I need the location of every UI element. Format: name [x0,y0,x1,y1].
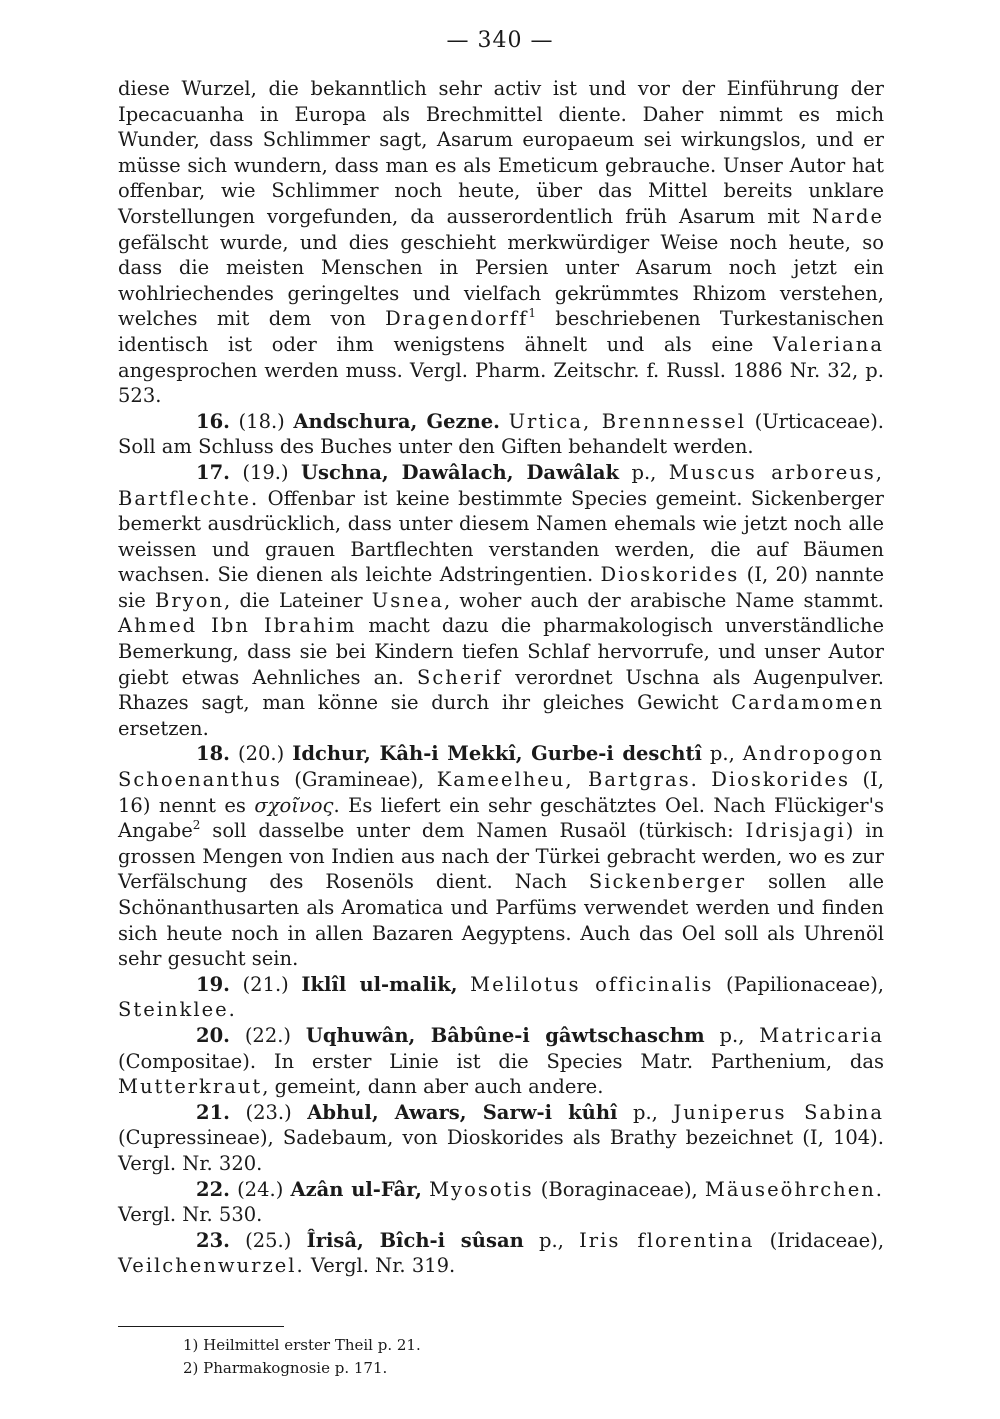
spaced-term: Scherif [417,665,503,689]
entry-number: 19. [196,972,230,996]
spaced-term: Idrisjagi [745,819,846,843]
spaced-term: Melilotus officinalis [470,972,714,996]
spaced-term: Dioskorides [600,563,740,587]
entry-heading: Abhul, Awars, Sarw-i kûhî [307,1100,618,1124]
entry-number: 17. [196,460,230,484]
spaced-term: Steinklee. [118,998,237,1022]
entry-heading: Andschura, Gezne. [293,409,500,433]
spaced-term: Matricaria [759,1023,884,1047]
entry-number: 22. [196,1177,230,1201]
greek-term: σχοῖνος [254,793,334,817]
spaced-term: Dioskorides [711,768,851,792]
entry-heading: Iklîl ul-malik, [301,972,458,996]
spaced-term: Iris florentina [579,1228,755,1252]
spaced-term: Ahmed Ibn Ibrahim [118,614,357,638]
spaced-term: Bryon [155,588,224,612]
entry-16: 16. (18.) Andschura, Gezne. Urtica, Brennnessel (Urticaceae). Soll am Schluss des Buches unter den Giften behandelt werden. [118,409,884,459]
footnote-ref: 2 [192,818,201,833]
spaced-term: Valeriana [772,332,884,356]
paragraph-intro: diese Wurzel, die bekanntlich sehr activ ist und vor der Einführung der Ipecacuanha in Europa als Brechmittel diente. Daher nimmt es mich Wunder, dass Schlimmer sagt, Asarum europaeum sei wirkungslos, und er müsse sich wundern, dass man es als Emeticum gebrauche. Unser Autor hat offenbar, wie Schlimmer noch heute, über das Mittel bereits unklare Vorstellungen vorgefunden, da ausserordentlich früh Asarum mit Narde gefälscht wurde, und dies geschieht merkwürdiger Weise noch heute, so dass die meisten Menschen in Persien unter Asarum noch jetzt ein wohlriechendes geringeltes und vielfach gekrümmtes Rhizom verstehen, welches mit dem von Dragendorff$^1$ beschriebenen Turkestanischen identisch ist oder ihm wenigstens ähnelt und als eine Valeriana angesprochen werden muss. Vergl. Pharm. Zeitschr. f. Russl. 1886 Nr. 32, p. 523. [118,77,884,408]
entry-19: 19. (21.) Iklîl ul-malik, Melilotus officinalis (Papilionaceae), Steinklee. [118,972,884,1022]
entry-number: 20. [196,1023,230,1047]
entry-20: 20. (22.) Uqhuwân, Bâbûne-i gâwtschaschm p., Matricaria (Compositae). In erster Linie ist die Species Matr. Parthenium, das Mutterkraut, gemeint, dann aber auch andere. [118,1023,884,1099]
spaced-term: Mutterkraut [118,1075,263,1099]
entry-17: 17. (19.) Uschna, Dawâlach, Dawâlak p., Muscus arboreus, Bartflechte. Offenbar ist keine bestimmte Species gemeint. Sickenberger bemerkt ausdrücklich, dass unter diesem Namen ehemals wie jetzt noch alle weissen und grauen Bartflechten verstanden werden, die auf Bäumen wachsen. Sie dienen als leichte Adstringentien. Dioskorides (I, 20) nannte sie Bryon, die Lateiner Usnea, woher auch der arabische Name stammt. Ahmed Ibn Ibrahim macht dazu die pharmakologisch unverständliche Bemerkung, dass sie bei Kindern tiefen Schlaf hervorrufe, und unser Autor giebt etwas Aehnliches an. Scherif verordnet Uschna als Augenpulver. Rhazes sagt, man könne sie durch ihr gleiches Gewicht Cardamomen ersetzen. [118,460,885,740]
spaced-term: Veilchenwurzel. [118,1254,305,1278]
entry-number: 23. [196,1228,230,1252]
entry-22: 22. (24.) Azân ul-Fâr, Myosotis (Boraginaceae), Mäuseöhrchen. Vergl. Nr. 530. [118,1177,885,1227]
entry-heading: Azân ul-Fâr, [290,1177,422,1201]
spaced-term: Dragendorff [385,307,529,331]
entry-heading: Idchur, Kâh-i Mekkî, Gurbe-i deschtî [292,742,702,766]
footnotes [183,1334,683,1380]
entry-heading: Îrisâ, Bîch-i sûsan [306,1228,524,1252]
spaced-term: Andropogon Schoenanthus [118,742,884,792]
footnote-divider [118,1326,284,1327]
spaced-term: Urtica, Brennnessel [508,409,746,433]
spaced-term: Kameelheu, Bartgras. [436,768,699,792]
spaced-term: Juniperus Sabina [673,1100,884,1124]
body-text [118,76,884,1279]
spaced-term: Mäuseöhrchen. [704,1177,885,1201]
entry-heading: Uschna, Dawâlach, Dawâlak [301,460,620,484]
footnote-ref: 1 [528,306,536,321]
spaced-term: Sickenberger [588,870,747,894]
entry-number: 16. [196,409,230,433]
spaced-term: Cardamomen [731,691,884,715]
entry-number: 18. [196,742,230,766]
entry-18: 18. (20.) Idchur, Kâh-i Mekkî, Gurbe-i deschtî p., Andropogon Schoenanthus (Gramineae), Kameelheu, Bartgras. Dioskorides (I, 16) nennt es σχοῖνος. Es liefert ein sehr geschätztes Oel. Nach Flückiger's Angabe$^2$ soll dasselbe unter dem Namen Rusaöl (türkisch: Idrisjagi) in grossen Mengen von Indien aus nach der Türkei gebracht werden, wo es zur Verfälschung des Rosenöls dient. Nach Sickenberger sollen alle Schönanthusarten als Aromatica und Parfüms verwendet werden und finden sich heute noch in allen Bazaren Aegyptens. Auch das Oel soll als Uhrenöl sehr gesucht sein. [118,742,884,971]
footnote-1: 1) Heilmittel erster Theil p. 21. [183,1336,421,1354]
entry-number: 21. [196,1100,230,1124]
entry-21: 21. (23.) Abhul, Awars, Sarw-i kûhî p., Juniperus Sabina (Cupressineae), Sadebaum, von Dioskorides als Brathy bezeichnet (I, 104). Vergl. Nr. 320. [118,1100,884,1175]
spaced-term: Muscus arboreus, Bartflechte. [118,460,885,510]
footnote-2: 2) Pharmakognosie p. 171. [183,1359,388,1377]
entry-23: 23. (25.) Îrisâ, Bîch-i sûsan p., Iris florentina (Iridaceae), Veilchenwurzel. Vergl. Nr. 319. [118,1228,885,1278]
spaced-term: Narde [811,204,884,228]
spaced-term: Myosotis [429,1177,534,1201]
entry-heading: Uqhuwân, Bâbûne-i gâwtschaschm [305,1023,705,1047]
spaced-term: Usnea [371,588,444,612]
page-number: — 340 — [446,28,554,53]
